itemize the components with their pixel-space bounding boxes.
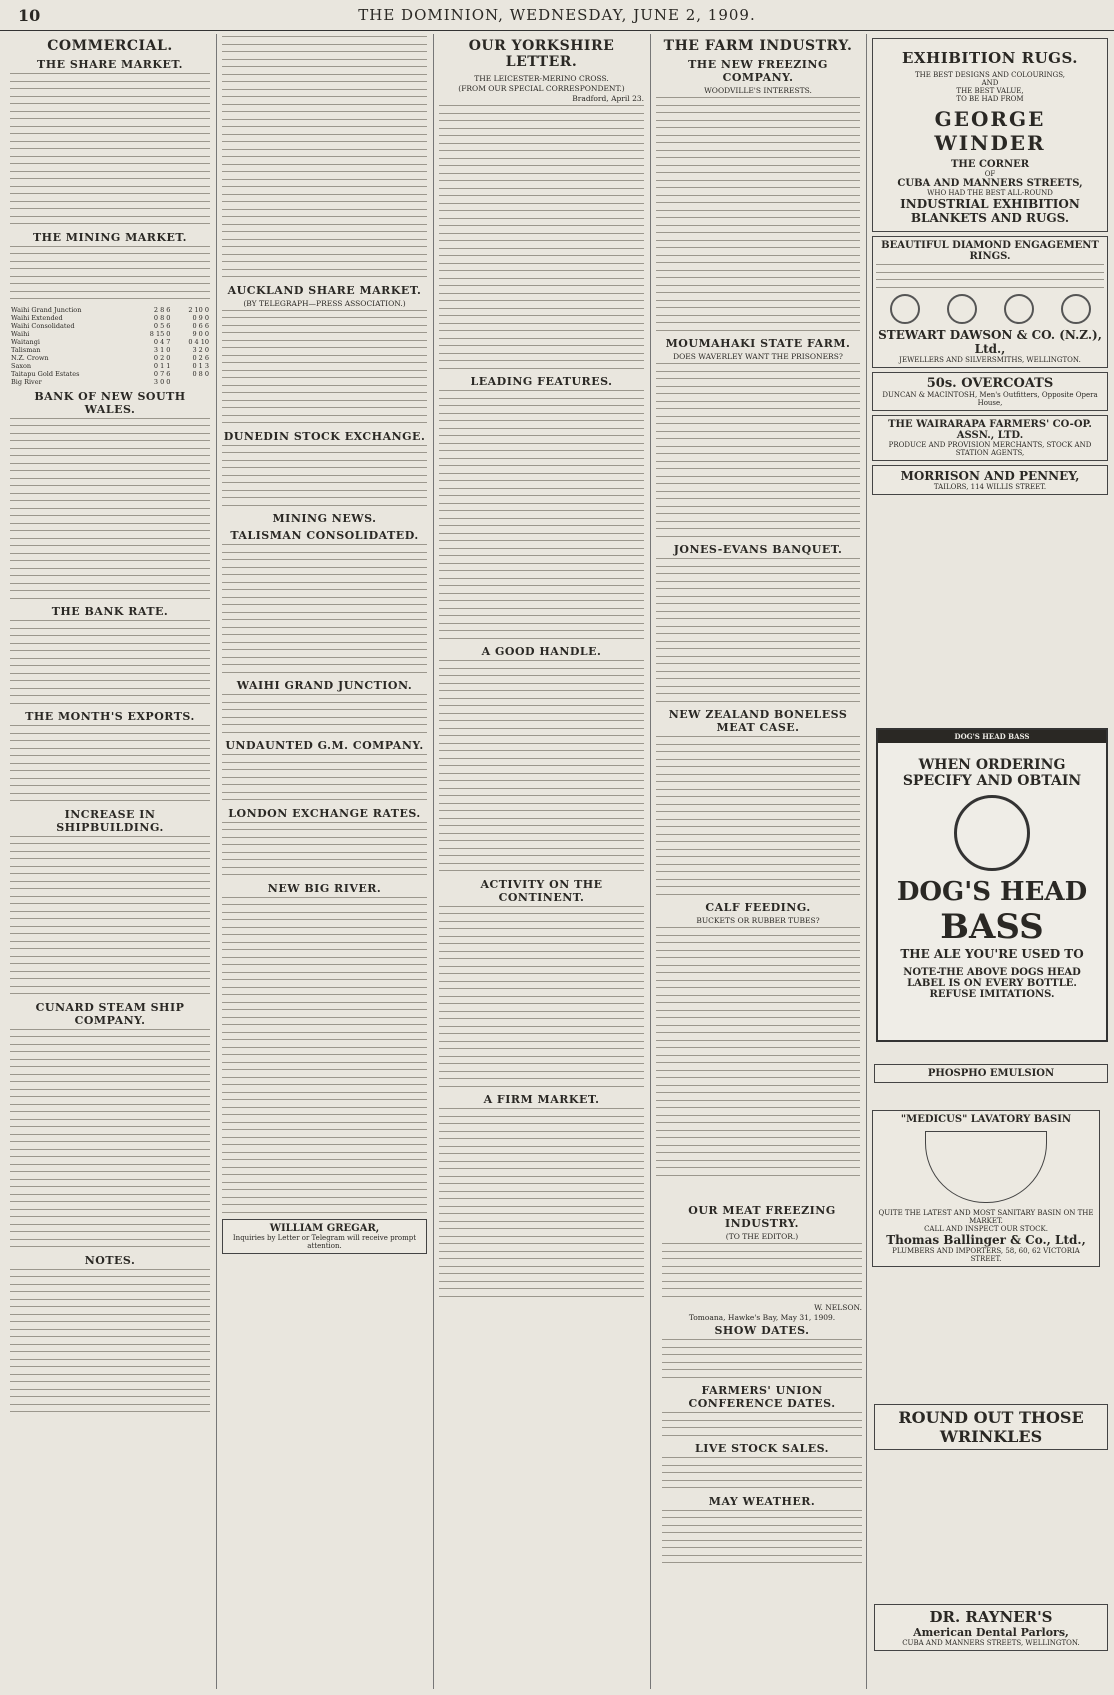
morrison-advertisement [872,465,1108,495]
article-heading: TALISMAN CONSOLIDATED. [230,529,419,542]
meat-industry-column [662,1200,862,1572]
overcoats-advertisement [872,372,1108,411]
sellers-price: 0 9 0 [192,313,209,322]
column-markets [222,34,427,1689]
sellers-price: 0 1 3 [192,361,209,370]
table-row [10,322,210,330]
article-heading: A GOOD HANDLE. [481,645,602,658]
article-heading: MOUMAHAKI STATE FARM. [665,337,851,350]
ad-title: GEORGE WINDER [934,107,1046,155]
article-body [439,390,644,639]
buyers-price: 0 8 0 [153,313,171,322]
table-row [10,306,210,314]
ad-title: Thomas Ballinger & Co., Ltd., [886,1233,1086,1247]
ad-text: THE CORNER [950,159,1030,170]
sellers-price: 0 4 10 [188,337,209,346]
article-subheading: DOES WAVERLEY WANT THE PRISONERS? [673,352,843,361]
ring-icon [1061,294,1091,324]
article-heading: THE SHARE MARKET. [37,58,183,71]
article-subheading: (TO THE EDITOR.) [725,1232,799,1241]
sellers-price: 9 0 0 [192,329,209,338]
article-heading: OUR MEAT FREEZING INDUSTRY. [688,1204,836,1230]
article-body [10,725,210,801]
article-subheading: BUCKETS OR RUBBER TUBES? [696,916,820,925]
article-body [662,1339,862,1378]
mining-company-name: Waihi Grand Junction [11,305,82,314]
dogs-head-bass-advertisement [876,728,1108,1042]
newspaper-title: THE DOMINION, WEDNESDAY, JUNE 2, 1909. [358,6,756,24]
article-body [222,445,427,506]
article-body [10,73,210,224]
buyers-price: 0 4 7 [153,337,171,346]
article-heading: NOTES. [84,1253,136,1267]
wairarapa-advertisement [872,415,1108,461]
ad-text: THE BEST VALUE, [956,87,1024,95]
article-body [222,897,427,1213]
article-heading: NEW ZEALAND BONELESS MEAT CASE. [668,708,848,734]
article-heading: DUNEDIN STOCK EXCHANGE. [223,429,426,443]
article-body [10,1029,210,1248]
article-heading: A FIRM MARKET. [483,1093,600,1106]
ad-text: TAILORS, 114 WILLIS STREET. [933,483,1047,491]
mining-company-name: Waihi [11,329,30,338]
buyers-price: 3 1 0 [153,345,171,354]
article-body [222,310,427,424]
article-heading: JONES-EVANS BANQUET. [673,543,843,556]
sellers-price: 0 6 6 [192,321,209,330]
article-body [10,620,210,704]
ad-title: STEWART DAWSON & CO. (N.Z.), Ltd., [878,328,1102,356]
buyers-price: 2 8 6 [153,305,171,314]
article-body [222,822,427,876]
article-heading: ACTIVITY ON THE CONTINENT. [480,877,603,904]
ad-text: AND [981,79,999,87]
ad-text: JEWELLERS AND SILVERSMITHS, WELLINGTON. [899,356,1081,364]
article-body [662,1412,862,1436]
article-body [222,754,427,800]
rugs-advertisement [872,38,1108,232]
ad-body [876,264,1104,288]
buyers-price: 3 0 0 [153,377,171,386]
ad-text: WHO HAD THE BEST ALL-ROUND [927,189,1053,197]
article-body [222,36,427,277]
article-body [10,836,210,995]
buyers-price: 0 1 1 [153,361,171,370]
signature: W. NELSON. [814,1303,862,1312]
ad-text: BLANKETS AND RUGS. [910,211,1070,225]
article-heading: CALF FEEDING. [705,901,811,914]
ad-text: OF [984,170,996,178]
table-row [10,346,210,354]
ad-title: EXHIBITION RUGS. [901,49,1078,67]
ad-title: DOG'S HEAD [896,877,1088,907]
article-heading: LONDON EXCHANGE RATES. [228,806,421,820]
article-body [662,1243,862,1297]
article-body [439,1108,644,1297]
table-row [10,370,210,378]
ad-band: DOG'S HEAD BASS [878,730,1106,743]
article-subheading: (BY TELEGRAPH—PRESS ASSOCIATION.) [243,298,406,308]
basin-advertisement [872,1080,1100,1380]
sellers-price: 3 2 0 [192,345,209,354]
article-title: THE FARM INDUSTRY. [663,38,853,54]
buyers-price: 8 15 0 [149,329,171,338]
sellers-price [171,378,210,386]
article-body [656,736,860,895]
ad-text: American Dental Parlors, [913,1626,1069,1639]
article-body [656,97,860,331]
column-commercial [10,34,210,1689]
mining-company-name: Big River [11,377,42,386]
ad-text: CALL AND INSPECT OUR STOCK. [924,1225,1048,1233]
wrinkles-advertisement [874,1404,1108,1450]
ad-text: THE ALE YOU'RE USED TO [900,947,1084,961]
ad-title: WILLIAM GREGAR, [269,1223,380,1234]
article-heading: INCREASE IN SHIPBUILDING. [56,807,164,834]
ad-title: DR. RAYNER'S [929,1608,1053,1626]
article-heading: NEW BIG RIVER. [267,881,382,895]
basin-icon [925,1131,1047,1203]
ad-title: BEAUTIFUL DIAMOND ENGAGEMENT RINGS. [881,240,1099,262]
ad-title: MORRISON AND PENNEY, [900,469,1080,483]
rayner-advertisement [874,1604,1108,1651]
mining-company-name: Waihi Consolidated [11,321,75,330]
ad-text: PLUMBERS AND IMPORTERS, 58, 60, 62 VICTORIA STREET. [892,1247,1080,1263]
ad-title: ROUND OUT THOSE WRINKLES [898,1408,1084,1446]
ad-title: PHOSPHO EMULSION [927,1068,1055,1079]
article-heading: LIVE STOCK SALES. [695,1442,829,1455]
buyers-price: 0 5 6 [153,321,171,330]
article-subheading: (FROM OUR SPECIAL CORRESPONDENT.) [458,84,625,93]
section-heading: COMMERCIAL. [47,38,173,54]
ad-text: INDUSTRIAL EXHIBITION [900,197,1080,211]
ad-text: THE BEST DESIGNS AND COLOURINGS, [915,71,1065,79]
article-body [439,906,644,1087]
article-body [656,558,860,702]
article-heading: UNDAUNTED G.M. COMPANY. [225,739,424,752]
basin-box [872,1110,1100,1267]
sellers-price: 2 10 0 [188,305,209,314]
article-body [439,105,644,369]
ad-text: NOTE-THE ABOVE DOGS HEAD LABEL IS ON EVERY BOTTLE. REFUSE IMITATIONS. [903,967,1081,1000]
ad-text: QUITE THE LATEST AND MOST SANITARY BASIN ON THE MARKET. [878,1209,1094,1225]
ring-illustrations [876,294,1104,324]
article-body [656,927,860,1176]
article-body [10,418,210,599]
article-body [439,660,644,871]
ring-icon [947,294,977,324]
article-heading: AUCKLAND SHARE MARKET. [227,283,422,297]
signature-location: Tomoana, Hawke's Bay, May 31, 1909. [688,1313,836,1322]
column-yorkshire [439,34,644,1689]
article-body [10,1269,210,1413]
ad-text: PRODUCE AND PROVISION MERCHANTS, STOCK AND STATION AGENTS, [888,441,1092,457]
ad-text: Inquiries by Letter or Telegram will receive prompt attention. [232,1234,417,1250]
sellers-price: 0 8 0 [192,369,209,378]
article-heading: SHOW DATES. [714,1324,810,1337]
article-heading: BANK OF NEW SOUTH WALES. [34,389,186,416]
ad-text: DUNCAN & MACINTOSH, Men's Outfitters, Opposite Opera House, [882,391,1098,407]
article-heading: THE MINING MARKET. [33,230,187,244]
article-body [662,1510,862,1564]
ring-icon [890,294,920,324]
page-number: 10 [18,6,41,25]
article-body [222,694,427,733]
dateline: Bradford, April 23. [572,94,644,103]
article-heading: WAIHI GRAND JUNCTION. [236,679,413,692]
buyers-price: 0 7 6 [153,369,171,378]
article-subheading: WOODVILLE'S INTERESTS. [704,86,812,95]
sellers-price: 0 2 6 [192,353,209,362]
ad-title: BASS [940,907,1044,947]
mining-company-name: Waitangi [11,337,40,346]
article-body [656,363,860,537]
ad-title: "MEDICUS" LAVATORY BASIN [900,1114,1072,1125]
mining-company-name: Taitapu Gold Estates [11,369,80,378]
mining-company-name: Saxon [11,361,32,370]
article-body [222,544,427,673]
column-rule [866,34,867,1689]
column-rule [216,34,217,1689]
mining-company-name: Talisman [11,345,41,354]
ad-text: WHEN ORDERING SPECIFY AND OBTAIN [902,757,1082,789]
column-rule [650,34,651,1689]
mining-company-name: Waihi Extended [11,313,63,322]
table-row [10,338,210,346]
mining-company-name: N.Z. Crown [11,353,49,362]
article-heading: LEADING FEATURES. [470,375,613,388]
dog-head-logo-icon [954,795,1030,871]
article-heading: FARMERS' UNION CONFERENCE DATES. [688,1384,836,1410]
ad-text: CUBA AND MANNERS STREETS, [897,178,1083,189]
table-row [10,362,210,370]
article-heading: THE NEW FREEZING COMPANY. [688,58,828,84]
article-title: OUR YORKSHIRE LETTER. [468,38,615,70]
section-heading: MINING NEWS. [272,512,377,525]
ad-text: TO BE HAD FROM [956,95,1024,103]
table-row [10,378,210,386]
ad-text: CUBA AND MANNERS STREETS, WELLINGTON. [902,1639,1080,1647]
buyers-price: 0 2 0 [153,353,171,362]
column-rule [433,34,434,1689]
article-heading: CUNARD STEAM SHIP COMPANY. [35,1000,185,1027]
gregar-advertisement [222,1219,427,1254]
article-heading: THE BANK RATE. [51,605,169,618]
ring-icon [1004,294,1034,324]
masthead [0,0,1114,31]
mining-price-table [10,306,210,386]
diamond-rings-advertisement [872,236,1108,368]
article-heading: THE MONTH'S EXPORTS. [25,710,195,723]
article-body [662,1457,862,1488]
table-row [10,354,210,362]
table-row [10,314,210,322]
ad-title: 50s. OVERCOATS [926,376,1054,391]
article-body [10,246,210,300]
article-subheading: THE LEICESTER-MERINO CROSS. [474,74,609,83]
article-heading: MAY WEATHER. [708,1494,816,1508]
ad-title: THE WAIRARAPA FARMERS' CO-OP. ASSN., LTD. [888,419,1092,441]
table-row [10,330,210,338]
